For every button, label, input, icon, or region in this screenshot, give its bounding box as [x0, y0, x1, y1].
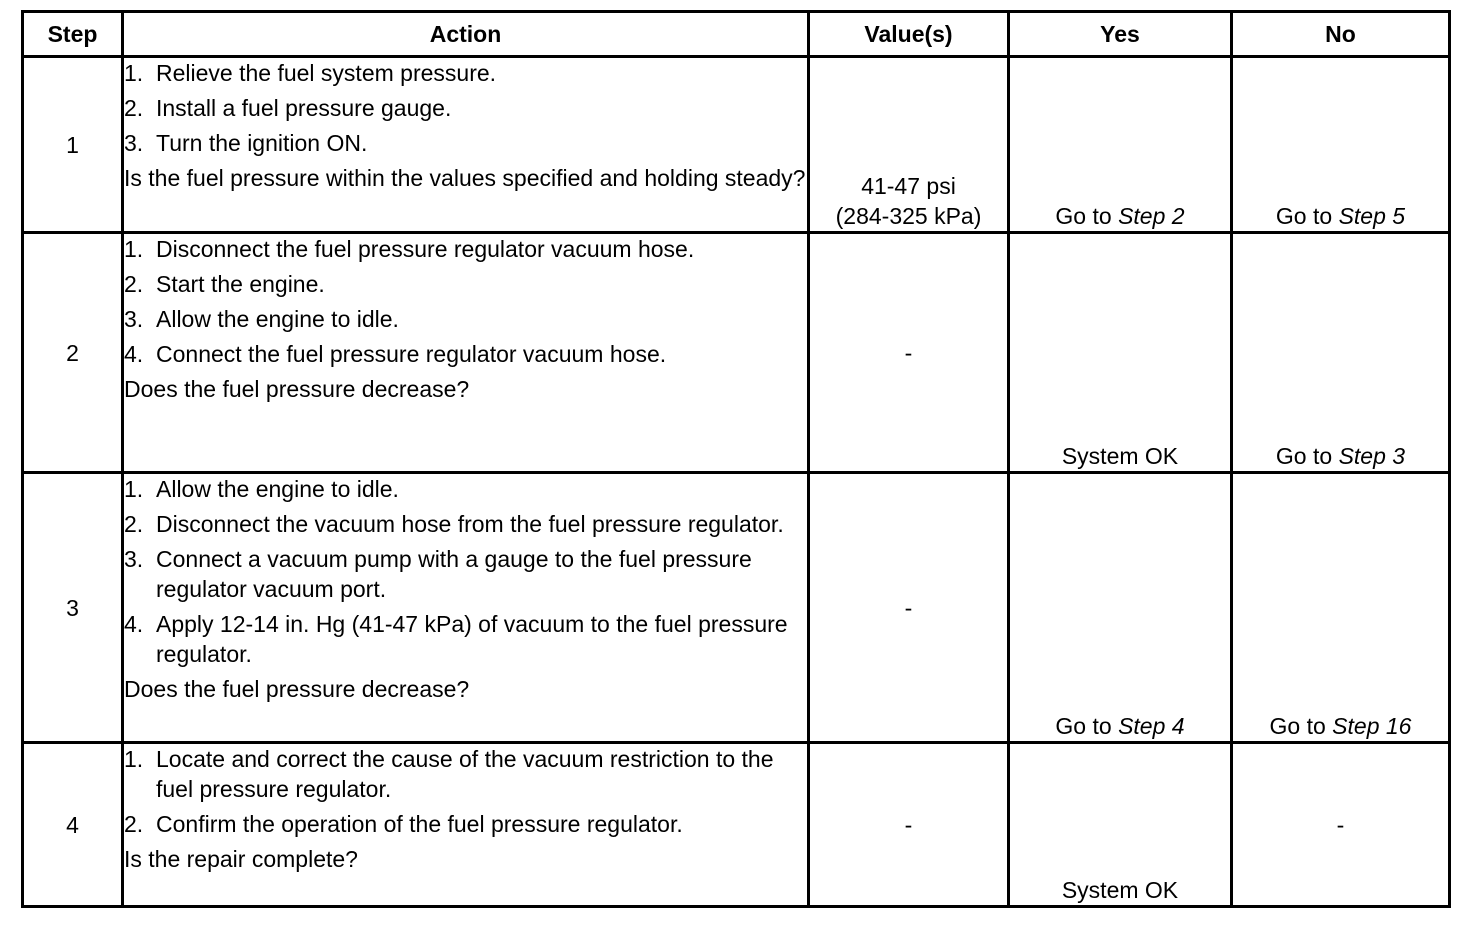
action-cell: [123, 743, 809, 907]
action-item-text: Disconnect the fuel pressure regulator vacuum hose.: [156, 236, 695, 262]
no-cell: [1232, 57, 1450, 233]
action-cell: [123, 233, 809, 473]
action-item: [124, 339, 807, 369]
action-item-text: Connect a vacuum pump with a gauge to the fuel pressure regulator vacuum port.: [156, 546, 752, 602]
action-item-number: 1.: [124, 476, 144, 502]
no-cell: [1232, 473, 1450, 743]
action-item: [124, 474, 807, 504]
table-row-step-2: [23, 233, 1450, 473]
action-item-text: Apply 12-14 in. Hg (41-47 kPa) of vacuum to the fuel pressure regulator.: [156, 611, 788, 667]
no-dash: -: [1336, 811, 1345, 838]
action-item: [124, 93, 807, 123]
yes-cell: [1009, 233, 1232, 473]
yes-step-link[interactable]: Step 2: [1118, 203, 1185, 229]
action-item-text: Connect the fuel pressure regulator vacuum hose.: [156, 341, 667, 367]
action-item-number: 2.: [124, 511, 144, 537]
step-number: 4: [23, 743, 123, 907]
step-number: 1: [23, 57, 123, 233]
action-item-number: 2.: [124, 95, 144, 121]
action-cell: [123, 473, 809, 743]
action-item-text: Start the engine.: [156, 271, 325, 297]
no-step-link[interactable]: Step 5: [1338, 203, 1406, 229]
table-row-step-3: [23, 473, 1450, 743]
action-item-text: Locate and correct the cause of the vacuum restriction to the fuel pressure regulator.: [156, 746, 774, 802]
yes-prefix: Go to: [1055, 713, 1112, 739]
action-item-text: Turn the ignition ON.: [156, 130, 368, 156]
action-item-number: 3.: [124, 546, 144, 572]
yes-step-link[interactable]: Step 4: [1118, 713, 1185, 739]
action-question: Is the fuel pressure within the values specified and holding steady?: [124, 165, 806, 191]
action-item: [124, 609, 807, 669]
no-cell: [1232, 233, 1450, 473]
no-step-link[interactable]: Step 16: [1332, 713, 1412, 739]
action-list: [124, 234, 807, 369]
action-question: Does the fuel pressure decrease?: [124, 676, 470, 702]
action-question: Does the fuel pressure decrease?: [124, 376, 470, 402]
action-item-number: 3.: [124, 130, 144, 156]
action-item-number: 1.: [124, 60, 144, 86]
header-action: Action: [123, 12, 809, 57]
no-prefix: Go to: [1269, 713, 1326, 739]
action-item-number: 4.: [124, 611, 144, 637]
no-step-link[interactable]: Step 3: [1338, 443, 1406, 469]
diagnostic-table: [21, 10, 1451, 908]
value-dash: -: [904, 594, 913, 621]
yes-prefix: Go to: [1055, 203, 1112, 229]
yes-cell: [1009, 743, 1232, 907]
action-item-text: Install a fuel pressure gauge.: [156, 95, 452, 121]
value-cell: [809, 233, 1009, 473]
action-item: [124, 234, 807, 264]
yes-result: System OK: [1061, 443, 1179, 469]
value-kpa: (284-325 kPa): [835, 203, 982, 229]
action-item: [124, 304, 807, 334]
action-item-number: 1.: [124, 746, 144, 772]
header-step: Step: [23, 12, 123, 57]
value-cell: [809, 743, 1009, 907]
header-values: Value(s): [809, 12, 1009, 57]
table-row-step-4: [23, 743, 1450, 907]
action-question: Is the repair complete?: [124, 846, 358, 872]
yes-result: System OK: [1061, 877, 1179, 903]
action-item-text: Allow the engine to idle.: [156, 476, 399, 502]
action-list: [124, 474, 807, 669]
header-row: [23, 12, 1450, 57]
value-psi: 41-47 psi: [861, 173, 956, 199]
action-item-number: 1.: [124, 236, 144, 262]
action-item-number: 2.: [124, 811, 144, 837]
action-item: [124, 744, 807, 804]
action-item-text: Disconnect the vacuum hose from the fuel pressure regulator.: [156, 511, 784, 537]
action-item-number: 3.: [124, 306, 144, 332]
action-item-text: Relieve the fuel system pressure.: [156, 60, 497, 86]
action-item: [124, 269, 807, 299]
action-item-number: 4.: [124, 341, 144, 367]
step-number: 3: [23, 473, 123, 743]
no-prefix: Go to: [1275, 203, 1333, 229]
action-item-number: 2.: [124, 271, 144, 297]
step-number: 2: [23, 233, 123, 473]
action-list: [124, 58, 807, 158]
yes-cell: [1009, 473, 1232, 743]
header-yes: Yes: [1009, 12, 1232, 57]
action-item-text: Allow the engine to idle.: [156, 306, 399, 332]
action-item: [124, 128, 807, 158]
action-item: [124, 809, 807, 839]
yes-cell: [1009, 57, 1232, 233]
value-dash: -: [904, 811, 913, 838]
no-cell: [1232, 743, 1450, 907]
no-prefix: Go to: [1275, 443, 1333, 469]
value-dash: -: [904, 339, 913, 366]
action-item: [124, 544, 807, 604]
value-cell: [809, 57, 1009, 233]
header-no: No: [1232, 12, 1450, 57]
action-list: [124, 744, 807, 839]
action-item-text: Confirm the operation of the fuel pressure regulator.: [156, 811, 683, 837]
action-item: [124, 58, 807, 88]
table-row-step-1: [23, 57, 1450, 233]
value-cell: [809, 473, 1009, 743]
action-item: [124, 509, 807, 539]
action-cell: [123, 57, 809, 233]
